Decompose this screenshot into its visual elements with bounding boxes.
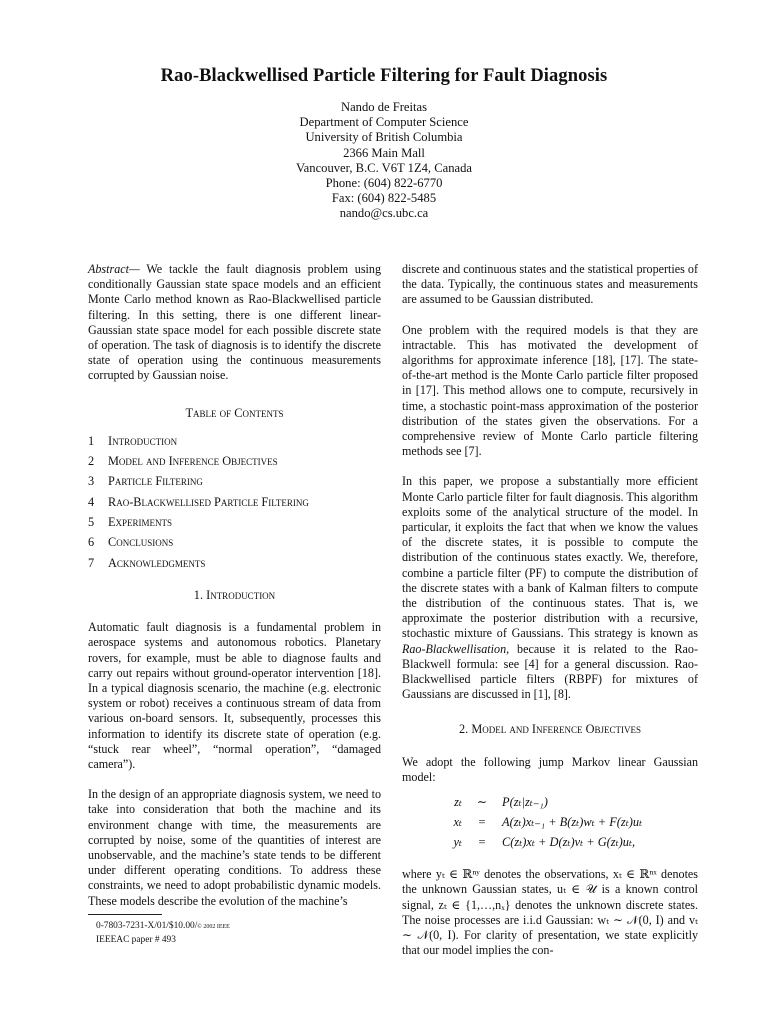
model-paragraph-1: We adopt the following jump Markov linear Gaussian model: xyxy=(402,754,698,784)
footnote-paper-number: IEEEAC paper # 493 xyxy=(96,935,176,945)
author-fax: Fax: (604) 822-5485 xyxy=(331,191,437,206)
equation-relation: ∼ xyxy=(476,795,488,810)
toc-item[interactable] xyxy=(88,474,381,494)
toc-label: Introduction xyxy=(108,433,178,448)
equation-lhs: yₜ xyxy=(453,835,462,850)
author-university: University of British Columbia xyxy=(305,130,463,145)
toc-number: 2 xyxy=(88,454,95,469)
toc-number: 3 xyxy=(88,474,95,489)
toc-number: 6 xyxy=(88,535,95,550)
table-of-contents xyxy=(88,434,381,576)
section-heading-model: 2. Model and Inference Objectives xyxy=(459,722,641,737)
toc-label: Experiments xyxy=(108,515,173,530)
model-paragraph-2: where yₜ ∈ ℝⁿʸ denotes the observations, xₜ ∈ ℝⁿˣ denotes the unknown Gaussian states, uₜ ∈ 𝒰 is a known control signal, zₜ ∈ {1,…,nₓ} denotes the unknown discrete states. The noise processes are i.i.d Gaussian: wₜ ∼ 𝒩(0, I) and vₜ ∼ 𝒩(0, I). For clarity of presentation, we state explicitly that our model implies the con- xyxy=(402,867,698,958)
toc-number: 1 xyxy=(88,433,95,448)
abstract-label: Abstract— xyxy=(88,262,140,276)
footnote-isbn xyxy=(96,920,230,934)
toc-label: Model and Inference Objectives xyxy=(108,454,278,469)
equation-row xyxy=(402,835,698,855)
toc-number: 5 xyxy=(88,515,95,530)
toc-number: 7 xyxy=(88,555,95,570)
toc-label: Acknowledgments xyxy=(108,555,206,570)
intro-paragraph-4: One problem with the required models is that they are intractable. This has motivated the development of algorithms for approximate inference [18], [17]. The state-of-the-art method is the Monte Carlo particle filter proposed in [17]. This method allows one to compute, recursively in time, a stochastic point-mass approximation of the posterior distribution of the states given the observations. For a comprehensive review of Monte Carlo particle filtering methods see [7]. xyxy=(402,322,698,459)
author-name: Nando de Freitas xyxy=(340,100,428,114)
toc-number: 4 xyxy=(88,494,95,509)
author-phone: Phone: (604) 822-6770 xyxy=(325,176,443,191)
toc-title: Table of Contents xyxy=(185,405,284,420)
author-city: Vancouver, B.C. V6T 1Z4, Canada xyxy=(295,160,472,175)
equation-rhs: C(zₜ)xₜ + D(zₜ)vₜ + G(zₜ)uₜ, xyxy=(502,835,636,850)
equation-lhs: xₜ xyxy=(453,815,462,830)
toc-item[interactable] xyxy=(88,535,381,555)
copyright-notice: © 2002 IEEE xyxy=(197,924,230,930)
footnote-isbn-text: 0-7803-7231-X/01/$10.00/ xyxy=(96,921,198,931)
rao-blackwellisation-term: Rao-Blackwellisation xyxy=(402,641,507,656)
author-block xyxy=(0,100,768,222)
equation-rhs: A(zₜ)xₜ₋₁ + B(zₜ)wₜ + F(zₜ)uₜ xyxy=(502,815,643,830)
equation-rhs: P(zₜ|zₜ₋₁) xyxy=(502,795,548,810)
toc-label: Particle Filtering xyxy=(108,474,203,489)
equation-row xyxy=(402,795,698,815)
left-column xyxy=(88,262,381,909)
paper-title: Rao-Blackwellised Particle Filtering for Fault Diagnosis xyxy=(160,66,608,86)
intro-paragraph-3: discrete and continuous states and the statistical properties of the data. Typically, the continuous states and measurements are assumed to be Gaussian distributed. xyxy=(402,262,698,307)
author-street: 2366 Main Mall xyxy=(343,145,425,160)
footnote-rule xyxy=(88,914,162,915)
toc-item[interactable] xyxy=(88,454,381,474)
intro-paragraph-2: In the design of an appropriate diagnosis system, we need to take into consideration that both the machine and its environment change with time, the measurements are corrupted by noise, some of the quantities of interest are unobservable, and the machine’s state tends to be different under different operating conditions. To address these constraints, we need to adopt probabilistic dynamic models. These models describe the evolution of the machine’s xyxy=(88,787,381,908)
intro-paragraph-1: Automatic fault diagnosis is a fundamental problem in aerospace systems and autonomous robotics. Planetary rovers, for example, must be able to diagnose faults and carry out repairs without ground-operator intervention [18]. In a typical diagnosis scenario, the machine (e.g. electronic system or robot) receives a continuous stream of data from various on-board sensors. It, subsequently, processes this information to identify its discrete state of operation (e.g. “stuck rear wheel”, “normal operation”, “damaged camera”). xyxy=(88,620,381,771)
equation-row xyxy=(402,815,698,835)
toc-item[interactable] xyxy=(88,515,381,535)
toc-label: Rao-Blackwellised Particle Filtering xyxy=(108,494,309,509)
intro-paragraph-5-text-cont: , because it is related to the Rao-Blackwell formula: see [4] for a general discussion. Rao-Blackwellised particle filters (RBPF) for mixtures of Gaussians are discussed in [1], [8]. xyxy=(402,641,698,702)
intro-paragraph-5 xyxy=(402,474,698,702)
toc-item[interactable] xyxy=(88,495,381,515)
footnote xyxy=(96,920,230,947)
right-column xyxy=(402,262,698,958)
toc-item[interactable] xyxy=(88,556,381,576)
intro-paragraph-5-text: In this paper, we propose a substantially more efficient Monte Carlo particle filter for fault diagnosis. This algorithm exploits some of the analytical structure of the model. In particular, it exploits the fact that when we know the values of the discrete states, it is possible to compute the distribution of the continuous states exactly. We, therefore, combine a particle filter (PF) to compute the distribution of the discrete states with a bank of Kalman filters to compute the distribution of the continuous states. That is, we approximate the posterior distribution with a recursive, stochastic mixture of Gaussians. This strategy is known as xyxy=(402,474,698,641)
equation-relation: = xyxy=(478,815,486,830)
toc-label: Conclusions xyxy=(108,535,174,550)
equation-lhs: zₜ xyxy=(454,795,462,810)
abstract xyxy=(88,262,381,384)
equation-block xyxy=(402,795,698,855)
author-department: Department of Computer Science xyxy=(299,115,469,130)
equation-relation: = xyxy=(478,835,486,850)
toc-item[interactable] xyxy=(88,434,381,454)
abstract-text: We tackle the fault diagnosis problem using conditionally Gaussian state space models and an efficient Monte Carlo method known as Rao-Blackwellised particle filtering. In this setting, there is one different linear-Gaussian state space model for each possible discrete state of operation. The task of diagnosis is to identify the discrete state of operation using the continuous measurements corrupted by Gaussian noise. xyxy=(88,262,381,383)
section-heading-introduction: 1. Introduction xyxy=(193,587,276,602)
author-email[interactable]: nando@cs.ubc.ca xyxy=(339,206,429,221)
